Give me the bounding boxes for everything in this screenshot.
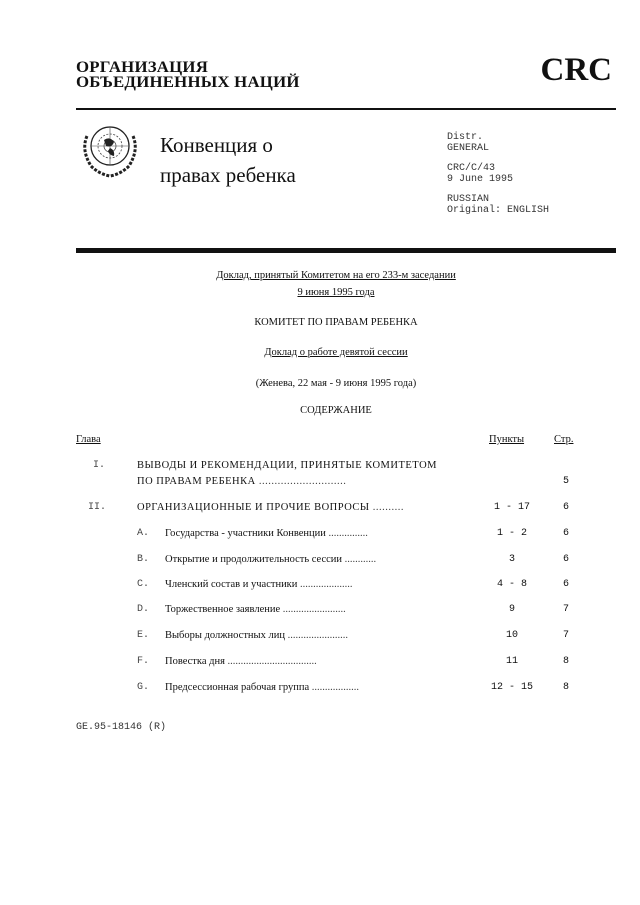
toc-title: Выборы должностных лиц <box>165 630 285 641</box>
toc-title: Государства - участники Конвенции <box>165 528 326 539</box>
toc-paragraphs: 10 <box>505 630 518 641</box>
toc-paragraphs: 1 - 17 <box>493 502 530 513</box>
toc-page: 7 <box>563 604 570 615</box>
place-and-dates: (Женева, 22 мая - 9 июня 1995 года) <box>255 378 417 389</box>
toc-leader: ........................ <box>280 604 346 615</box>
toc-title: Членский состав и участники <box>165 579 298 590</box>
toc-leader: ....................... <box>284 630 348 641</box>
toc-letter: F. <box>137 656 150 667</box>
toc-title-wrap <box>165 604 346 615</box>
distribution-block <box>447 132 549 216</box>
toc-letter: B. <box>137 554 150 565</box>
document-language: RUSSIAN <box>447 194 490 205</box>
toc-paragraphs: 11 <box>505 656 518 667</box>
toc-title-wrap <box>165 682 359 693</box>
un-emblem-icon <box>77 118 143 180</box>
toc-title: ОРГАНИЗАЦИОННЫЕ И ПРОЧИЕ ВОПРОСЫ <box>137 502 370 513</box>
toc-number: II. <box>88 502 107 513</box>
original-language: Original: ENGLISH <box>447 205 550 216</box>
toc-title-cont <box>137 476 346 487</box>
toc-page: 7 <box>563 630 570 641</box>
col-paragraphs: Пункты <box>489 434 525 445</box>
toc-leader: .................. <box>309 682 360 693</box>
toc-title-wrap <box>165 528 368 539</box>
toc-title-wrap <box>165 630 348 641</box>
report-adoption-line1: Доклад, принятый Комитетом на его 233-м заседании <box>216 270 456 281</box>
toc-leader: .......... <box>369 502 404 513</box>
title-line-1: Конвенция о <box>160 133 273 157</box>
toc-letter: D. <box>137 604 150 615</box>
toc-leader: ............................ <box>255 476 347 487</box>
title-line-2: правах ребенка <box>160 163 296 187</box>
toc-page: 5 <box>563 476 570 487</box>
document-symbol: CRC/C/43 <box>447 163 496 174</box>
col-chapter: Глава <box>76 434 101 445</box>
document-date: 9 June 1995 <box>447 174 514 185</box>
toc-title: Предсессионная рабочая группа <box>165 682 310 693</box>
toc-letter: G. <box>137 682 150 693</box>
toc-leader: .................................. <box>224 656 317 667</box>
report-adoption-line2: 9 июня 1995 года <box>297 287 375 298</box>
session-report-title: Доклад о работе девятой сессии <box>264 347 408 358</box>
org-line-2: ОБЪЕДИНЕННЫХ НАЦИЙ <box>76 74 300 91</box>
committee-heading: КОМИТЕТ ПО ПРАВАМ РЕБЕНКА <box>254 317 418 328</box>
toc-title: Открытие и продолжительность сессии <box>165 554 343 565</box>
org-line-1: ОРГАНИЗАЦИЯ <box>76 59 209 76</box>
toc-title-line2: ПО ПРАВАМ РЕБЕНКА <box>137 476 256 487</box>
toc-paragraphs: 12 - 15 <box>490 682 533 693</box>
toc-letter: E. <box>137 630 150 641</box>
toc-title: Повестка дня <box>165 656 225 667</box>
toc-title: ВЫВОДЫ И РЕКОМЕНДАЦИИ, ПРИНЯТЫЕ КОМИТЕТОМ <box>137 460 437 471</box>
toc-page: 6 <box>563 579 570 590</box>
toc-leader: .................... <box>297 579 353 590</box>
toc-letter: C. <box>137 579 150 590</box>
document-series-symbol: CRC <box>540 52 612 88</box>
toc-paragraphs: 9 <box>508 604 515 615</box>
toc-title-wrap <box>165 554 376 565</box>
toc-leader: ............... <box>325 528 368 539</box>
toc-title-wrap <box>165 579 353 590</box>
distr-value: GENERAL <box>447 143 490 154</box>
contents-heading: СОДЕРЖАНИЕ <box>300 405 372 416</box>
toc-page: 8 <box>563 656 570 667</box>
thick-divider <box>76 248 616 253</box>
convention-title <box>160 130 296 190</box>
toc-paragraphs: 1 - 2 <box>496 528 527 539</box>
toc-page: 8 <box>563 682 570 693</box>
toc-paragraphs: 3 <box>508 554 515 565</box>
job-number: GE.95-18146 (R) <box>76 722 167 733</box>
toc-title-wrap <box>165 656 317 667</box>
toc-title: Торжественное заявление <box>165 604 281 615</box>
toc-page: 6 <box>563 554 570 565</box>
toc-page: 6 <box>563 502 570 513</box>
toc-title-wrap <box>137 502 404 513</box>
toc-paragraphs: 4 - 8 <box>496 579 527 590</box>
toc-number: I. <box>93 460 106 471</box>
organization-name <box>76 60 300 90</box>
toc-letter: A. <box>137 528 150 539</box>
divider <box>76 108 616 110</box>
col-page: Стр. <box>554 434 574 445</box>
distr-label: Distr. <box>447 132 484 143</box>
toc-page: 6 <box>563 528 570 539</box>
toc-leader: ............ <box>342 554 377 565</box>
